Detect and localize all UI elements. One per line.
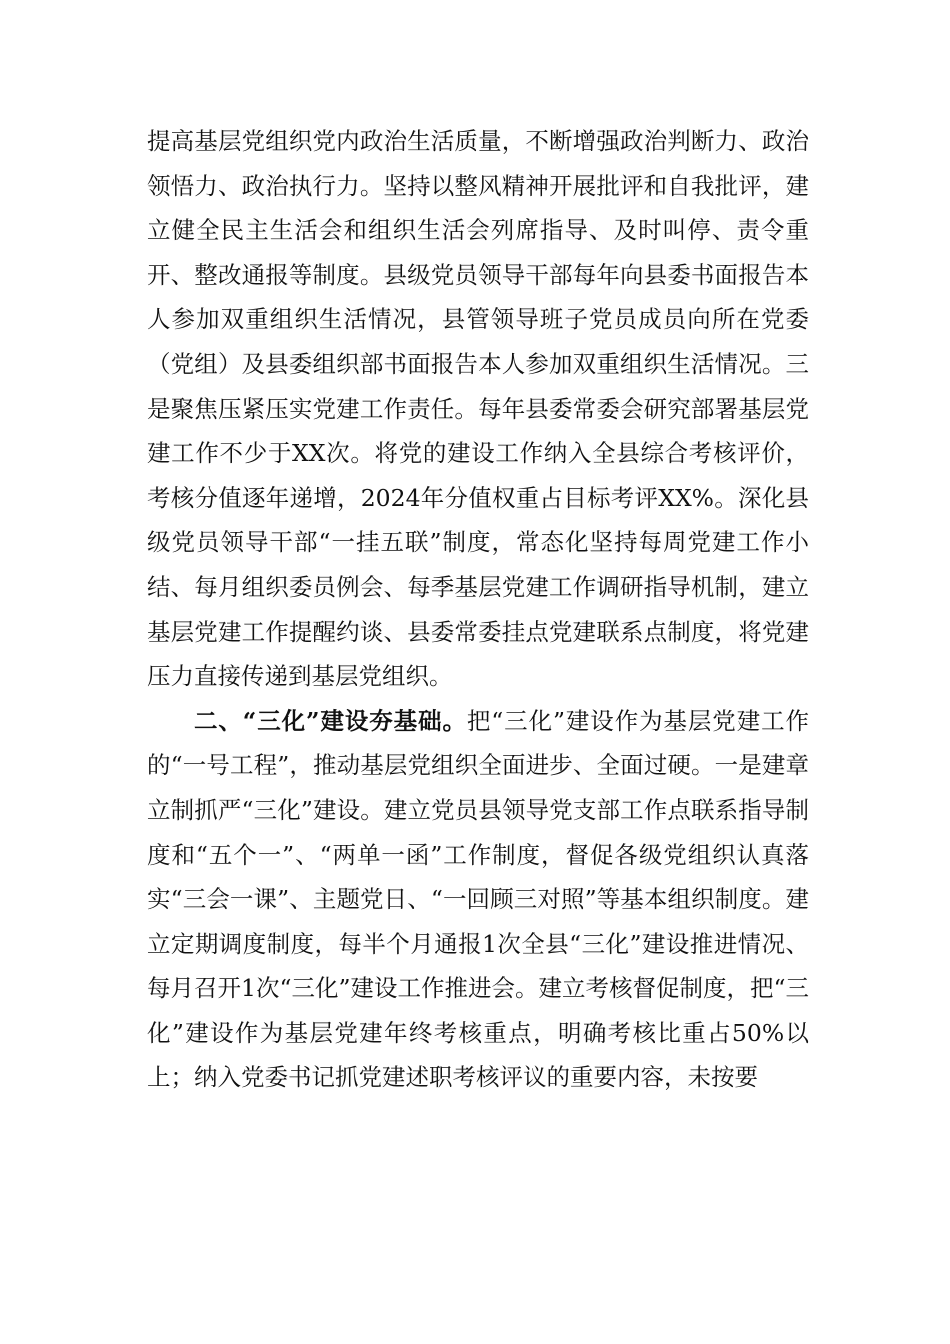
paragraph-2-text: 把“三化”建设作为基层党建工作的“一号工程”，推动基层党组织全面进步、全面过硬。一是建章立制抓严“三化”建设。建立党员县领导党支部工作点联系指导制度和“五个一”、“两单一函”工作制度，督促各级党组织认真落实“三会一课”、主题党日、“一回顾三对照”等基本组织制度。建立定期调度制度，每半个月通报1次全县“三化”建设推进情况、每月召开1次“三化”建设工作推进会。建立考核督促制度，把“三化”建设作为基层党建年终考核重点，明确考核比重占50%以上；纳入党委书记抓党建述职考核评议的重要内容，未按要 <box>147 706 809 1092</box>
paragraph-2 <box>147 699 809 1100</box>
body-text <box>147 119 809 1100</box>
paragraph-1-text: 提高基层党组织党内政治生活质量，不断增强政治判断力、政治领悟力、政治执行力。坚持以整风精神开展批评和自我批评，建立健全民主生活会和组织生活会列席指导、及时叫停、责令重开、整改通报等制度。县级党员领导干部每年向县委书面报告本人参加双重组织生活情况，县管领导班子党员成员向所在党委（党组）及县委组织部书面报告本人参加双重组织生活情况。三是聚焦压紧压实党建工作责任。每年县委常委会研究部署基层党建工作不少于XX次。将党的建设工作纳入全县综合考核评价，考核分值逐年递增，2024年分值权重占目标考评XX%。深化县级党员领导干部“一挂五联”制度，常态化坚持每周党建工作小结、每月组织委员例会、每季基层党建工作调研指导机制，建立基层党建工作提醒约谈、县委常委挂点党建联系点制度，将党建压力直接传递到基层党组织。 <box>147 127 809 691</box>
section-heading: 二、“三化”建设夯基础。 <box>194 706 467 735</box>
paragraph-1 <box>147 119 809 699</box>
